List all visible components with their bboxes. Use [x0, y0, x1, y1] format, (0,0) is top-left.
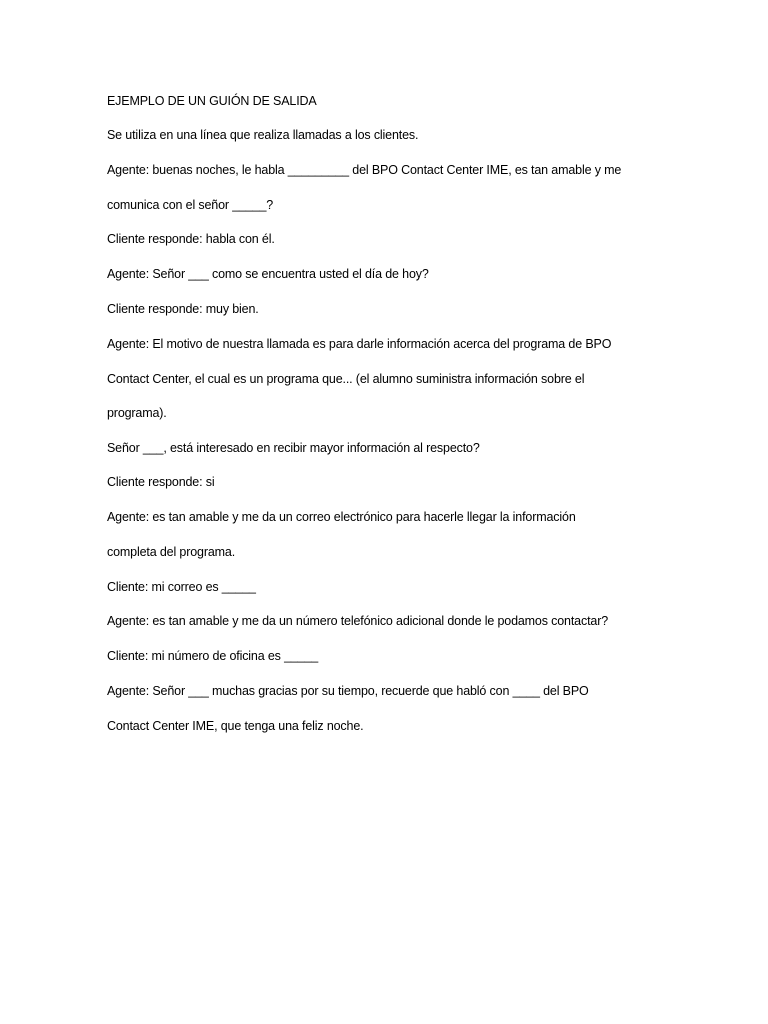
text-line: Agente: El motivo de nuestra llamada es para darle información acerca del programa de BPO [107, 337, 612, 351]
text-line: Se utiliza en una línea que realiza llamadas a los clientes. [107, 128, 419, 142]
text-line: comunica con el señor _____? [107, 198, 274, 212]
text-line: Cliente: mi correo es _____ [107, 580, 256, 594]
text-line: Agente: Señor ___ muchas gracias por su tiempo, recuerde que habló con ____ del BPO [107, 684, 589, 698]
text-line: Cliente: mi número de oficina es _____ [107, 649, 319, 663]
text-line: Cliente responde: si [107, 475, 215, 489]
text-line: Contact Center IME, que tenga una feliz noche. [107, 719, 364, 733]
document-title: EJEMPLO DE UN GUIÓN DE SALIDA [107, 94, 317, 108]
text-line: completa del programa. [107, 545, 236, 559]
text-line: Señor ___, está interesado en recibir mayor información al respecto? [107, 441, 480, 455]
text-line: Cliente responde: habla con él. [107, 232, 275, 246]
text-line: Agente: Señor ___ como se encuentra usted el día de hoy? [107, 267, 429, 281]
text-line: Agente: buenas noches, le habla _________ del BPO Contact Center IME, es tan amable y me [107, 163, 622, 177]
text-line: Cliente responde: muy bien. [107, 302, 259, 316]
text-line: Agente: es tan amable y me da un número telefónico adicional donde le podamos contactar? [107, 614, 609, 628]
text-line: Agente: es tan amable y me da un correo electrónico para hacerle llegar la información [107, 510, 576, 524]
text-line: programa). [107, 406, 167, 420]
text-line: Contact Center, el cual es un programa que... (el alumno suministra información sobre el [107, 372, 585, 386]
